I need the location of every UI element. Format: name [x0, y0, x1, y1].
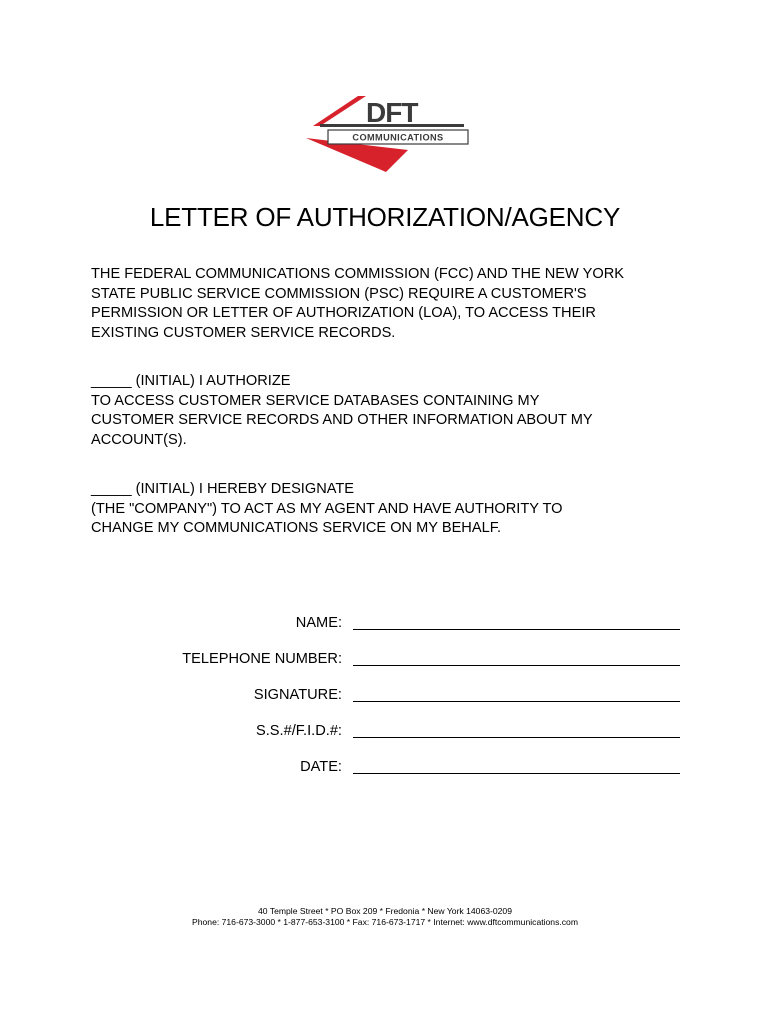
paragraph-line: _____ (INITIAL) I AUTHORIZE — [91, 373, 291, 389]
form-row-name — [0, 610, 770, 634]
logo-primary-text: DFT — [366, 97, 418, 128]
telephone-field[interactable] — [353, 665, 680, 666]
paragraph-line: STATE PUBLIC SERVICE COMMISSION (PSC) REQUIRE A CUSTOMER'S — [91, 285, 587, 302]
form-row-telephone — [0, 646, 770, 670]
paragraph-line: ACCOUNT(S). — [91, 431, 187, 448]
logo-upper-swoosh — [313, 96, 366, 126]
ssn-fid-label: S.S.#/F.I.D.#: — [256, 723, 342, 739]
telephone-label: TELEPHONE NUMBER: — [182, 651, 342, 667]
form-row-signature — [0, 682, 770, 706]
paragraph-line: CHANGE MY COMMUNICATIONS SERVICE ON MY BEHALF. — [91, 520, 502, 536]
paragraph-line: TO ACCESS CUSTOMER SERVICE DATABASES CONTAINING MY — [91, 392, 540, 409]
document-title: LETTER OF AUTHORIZATION/AGENCY — [149, 202, 621, 232]
signature-label: SIGNATURE: — [253, 687, 342, 703]
designate-paragraph — [91, 480, 691, 539]
form-row-ssn-fid — [0, 718, 770, 742]
date-field[interactable] — [353, 773, 680, 774]
form-row-date — [0, 754, 770, 778]
dft-logo-graphic — [300, 92, 470, 174]
footer-address: 40 Temple Street * PO Box 209 * Fredonia * New York 14063-0209 — [258, 906, 512, 916]
authorize-paragraph — [91, 372, 691, 450]
name-label: NAME: — [295, 615, 342, 631]
paragraph-line: PERMISSION OR LETTER OF AUTHORIZATION (LOA), TO ACCESS THEIR — [91, 305, 596, 321]
logo-secondary-text: COMMUNICATIONS — [352, 132, 444, 143]
paragraph-line: CUSTOMER SERVICE RECORDS AND OTHER INFORMATION ABOUT MY — [91, 412, 593, 428]
paragraph-line: (THE "COMPANY") TO ACT AS MY AGENT AND HAVE AUTHORITY TO — [91, 500, 563, 517]
paragraph-line: EXISTING CUSTOMER SERVICE RECORDS. — [91, 324, 396, 341]
footer-contact: Phone: 716-673-3000 * 1-877-653-3100 * Fax: 716-673-1717 * Internet: www.dftcommunications.com — [192, 917, 578, 927]
paragraph-line: _____ (INITIAL) I HEREBY DESIGNATE — [91, 481, 355, 497]
ssn-fid-field[interactable] — [353, 737, 680, 738]
name-field[interactable] — [353, 629, 680, 630]
company-contact-footer — [0, 906, 770, 928]
company-logo — [300, 92, 470, 174]
signature-field[interactable] — [353, 701, 680, 702]
fcc-notice-paragraph — [91, 265, 691, 343]
date-label: DATE: — [300, 759, 342, 775]
paragraph-line: THE FEDERAL COMMUNICATIONS COMMISSION (FCC) AND THE NEW YORK — [91, 266, 624, 282]
